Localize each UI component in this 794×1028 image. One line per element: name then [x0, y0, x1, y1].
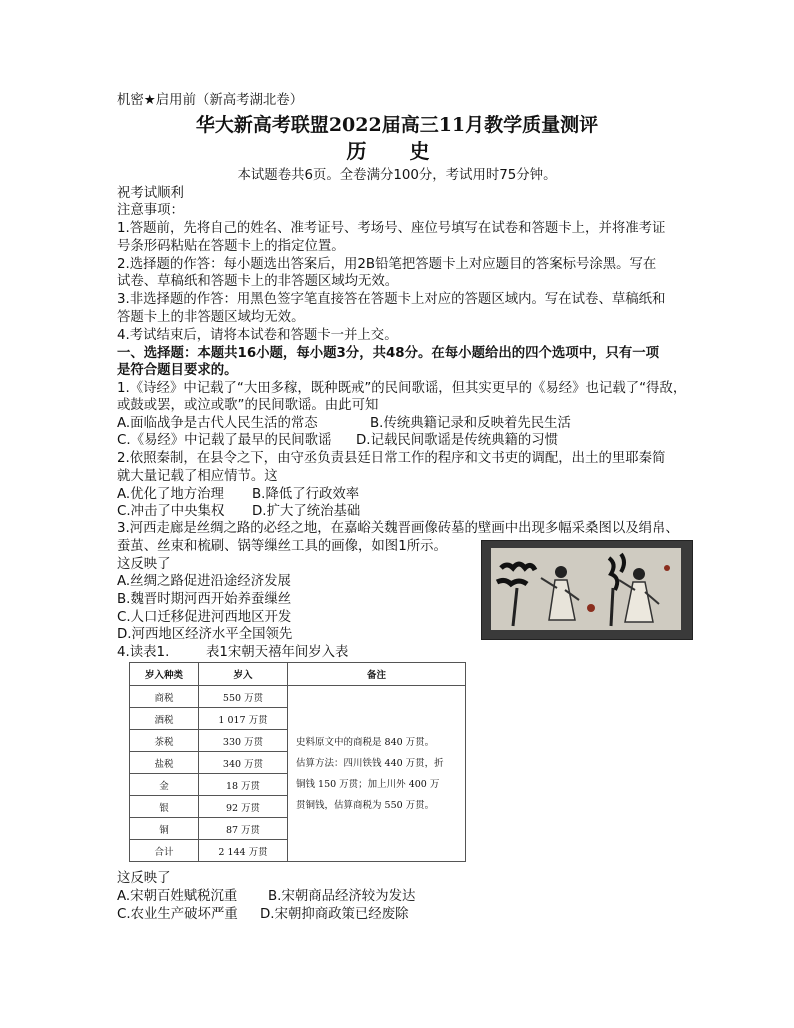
note-line: 估算方法：四川铁钱 440 万贯，折: [296, 757, 444, 769]
q2-option-a: A.优化了地方治理: [117, 487, 224, 502]
q3-option-b: B.魏晋时期河西开始养蚕缫丝: [117, 592, 292, 607]
cell-amount: 2 144 万贯: [199, 840, 288, 862]
cell-kind: 盐税: [130, 752, 199, 774]
table-header-row: [130, 663, 466, 686]
cell-kind: 茶税: [130, 730, 199, 752]
notes-line: 答题卡上的非答题区域均无效。: [117, 310, 305, 325]
q2-stem: 2.依照秦制，在县令之下，由守丞负责县廷日常工作的程序和文书吏的调配，出土的里耶秦简: [117, 451, 666, 466]
q3-stem: 这反映了: [117, 557, 171, 572]
table-caption: 表1宋朝天禧年间岁入表: [206, 645, 349, 660]
table-row: [130, 686, 466, 708]
q3-option-c: C.人口迁移促进河西地区开发: [117, 610, 292, 625]
notes-line: 3.非选择题的作答：用黑色签字笔直接答在答题卡上对应的答题区域内。写在试卷、草稿纸和: [117, 292, 666, 307]
q4-option-d: D.宋朝抑商政策已经废除: [260, 907, 409, 922]
notes-line: 2.选择题的作答：每小题选出答案后，用2B铅笔把答题卡上对应题目的答案标号涂黑。写在: [117, 257, 657, 272]
q3-option-a: A.丝绸之路促进沿途经济发展: [117, 574, 291, 589]
wish-text: 祝考试顺利: [117, 186, 184, 201]
q1-option-d: D.记载民间歌谣是传统典籍的习惯: [356, 433, 559, 448]
notes-line: 1.答题前，先将自己的姓名、准考证号、考场号、座位号填写在试卷和答题卡上，并将准考证: [117, 221, 666, 236]
section-heading: 是符合题目要求的。: [117, 363, 238, 378]
cell-amount: 340 万贯: [199, 752, 288, 774]
revenue-table: [129, 662, 466, 862]
cell-amount: 550 万贯: [199, 686, 288, 708]
q4-stem: 这反映了: [117, 871, 171, 886]
q2-stem: 就大量记载了相应情节。这: [117, 469, 278, 484]
q4-lead: 4.读表1.: [117, 645, 170, 660]
cell-kind: 酒税: [130, 708, 199, 730]
column-header-note: 备注: [288, 663, 466, 686]
note-line: 史料原文中的商税是 840 万贯。: [296, 736, 435, 748]
secret-label: 机密★启用前（新高考湖北卷）: [117, 93, 304, 108]
q2-option-d: D.扩大了统治基础: [252, 504, 361, 519]
notes-line: 号条形码粘贴在答题卡上的指定位置。: [117, 239, 345, 254]
note-line: 铜钱 150 万贯；加上川外 400 万: [296, 778, 440, 790]
q1-option-c: C.《易经》中记载了最早的民间歌谣: [117, 433, 332, 448]
cell-amount: 330 万贯: [199, 730, 288, 752]
subject-title: 历 史: [346, 139, 448, 163]
cell-kind: 银: [130, 796, 199, 818]
mural-image: [481, 540, 693, 640]
column-header-kind: 岁入种类: [130, 663, 199, 686]
note-line: 贯铜钱，估算商税为 550 万贯。: [296, 799, 435, 811]
q1-stem: 1.《诗经》中记载了“大田多稼，既种既戒”的民间歌谣，但其实更早的《易经》也记载了“得敌，: [117, 381, 687, 396]
cell-kind: 铜: [130, 818, 199, 840]
q2-option-b: B.降低了行政效率: [252, 487, 360, 502]
cell-amount: 1 017 万贯: [199, 708, 288, 730]
q4-option-b: B.宋朝商品经济较为发达: [268, 889, 416, 904]
q1-option-b: B.传统典籍记录和反映着先民生活: [370, 416, 571, 431]
cell-amount: 18 万贯: [199, 774, 288, 796]
q1-stem: 或鼓或罢，或泣或歌”的民间歌谣。由此可知: [117, 398, 379, 413]
q1-option-a: A.面临战争是古代人民生活的常态: [117, 416, 318, 431]
cell-note: [288, 686, 466, 862]
notes-line: 试卷、草稿纸和答题卡上的非答题区域均无效。: [117, 274, 399, 289]
notes-line: 4.考试结束后，请将本试卷和答题卡一并上交。: [117, 328, 398, 343]
q3-option-d: D.河西地区经济水平全国领先: [117, 627, 293, 642]
cell-kind: 商税: [130, 686, 199, 708]
exam-info: 本试题卷共6页。全卷满分100分，考试用时75分钟。: [237, 168, 557, 183]
notes-heading: 注意事项：: [117, 203, 184, 218]
column-header-amount: 岁入: [199, 663, 288, 686]
cell-amount: 87 万贯: [199, 818, 288, 840]
q3-stem: 蚕茧、丝束和梳刷、锅等缫丝工具的画像，如图1所示。: [117, 539, 447, 554]
q4-option-c: C.农业生产破坏严重: [117, 907, 238, 922]
section-heading: 一、选择题：本题共16小题，每小题3分，共48分。在每小题给出的四个选项中，只有一项: [117, 346, 660, 361]
q3-stem: 3.河西走廊是丝绸之路的必经之地，在嘉峪关魏晋画像砖墓的壁画中出现多幅采桑图以及绢帛、: [117, 521, 679, 536]
cell-kind: 金: [130, 774, 199, 796]
q4-option-a: A.宋朝百姓赋税沉重: [117, 889, 238, 904]
cell-amount: 92 万贯: [199, 796, 288, 818]
exam-title: 华大新高考联盟2022届高三11月教学质量测评: [195, 114, 599, 136]
q2-option-c: C.冲击了中央集权: [117, 504, 225, 519]
cell-kind: 合计: [130, 840, 199, 862]
mural-figure-drawing: [491, 548, 681, 630]
